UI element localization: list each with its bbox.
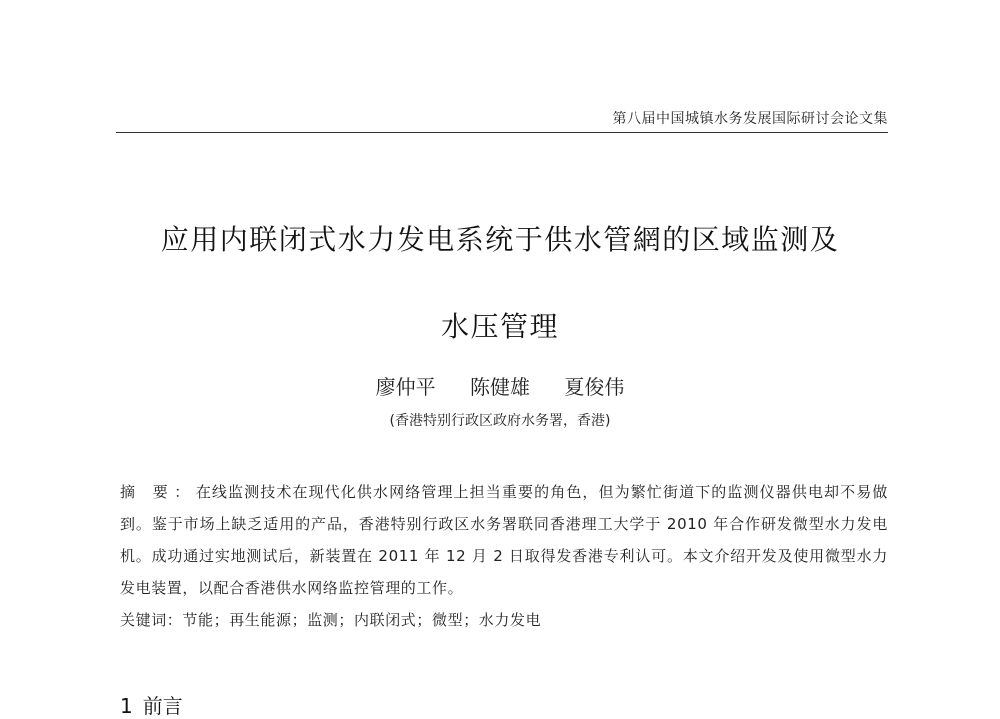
header-rule <box>116 132 888 133</box>
paper-title-line-2: 水压管理 <box>440 310 559 343</box>
author-name: 夏俊伟 <box>564 375 625 399</box>
abstract-label: 摘 要： <box>120 483 196 501</box>
keywords-text: 节能；再生能源；监测；内联闭式；微型；水力发电 <box>182 611 542 629</box>
paper-title-line-1: 应用内联闭式水力发电系统于供水管網的区域监测及 <box>160 223 840 256</box>
author-name: 廖仲平 <box>375 375 436 399</box>
running-header: 第八届中国城镇水务发展国际研讨会论文集 <box>612 111 888 127</box>
author-list <box>100 371 900 400</box>
abstract-text: 在线监测技术在现代化供水网络管理上担当重要的角色，但为繁忙街道下的监测仪器供电却不易做到。鉴于市场上缺乏适用的产品，香港特别行政区水务署联同香港理工大学于 2010 年合作研发微型水力发电机。成功通过实地测试后，新装置在 2011 年 12 月 2 日取得发香港专利认可。本文介绍开发及使用微型水力发电装置，以配合香港供水网络监控管理的工作。 <box>120 483 888 597</box>
section-number: 1 <box>120 694 133 718</box>
author-affiliation: (香港特别行政区政府水务署，香港) <box>389 413 611 429</box>
keywords-label: 关键词： <box>120 611 183 629</box>
section-title: 前言 <box>142 694 183 718</box>
keywords-line <box>120 609 888 630</box>
section-heading <box>120 690 183 719</box>
abstract-paragraph <box>120 476 888 604</box>
author-name: 陈健雄 <box>470 375 530 399</box>
